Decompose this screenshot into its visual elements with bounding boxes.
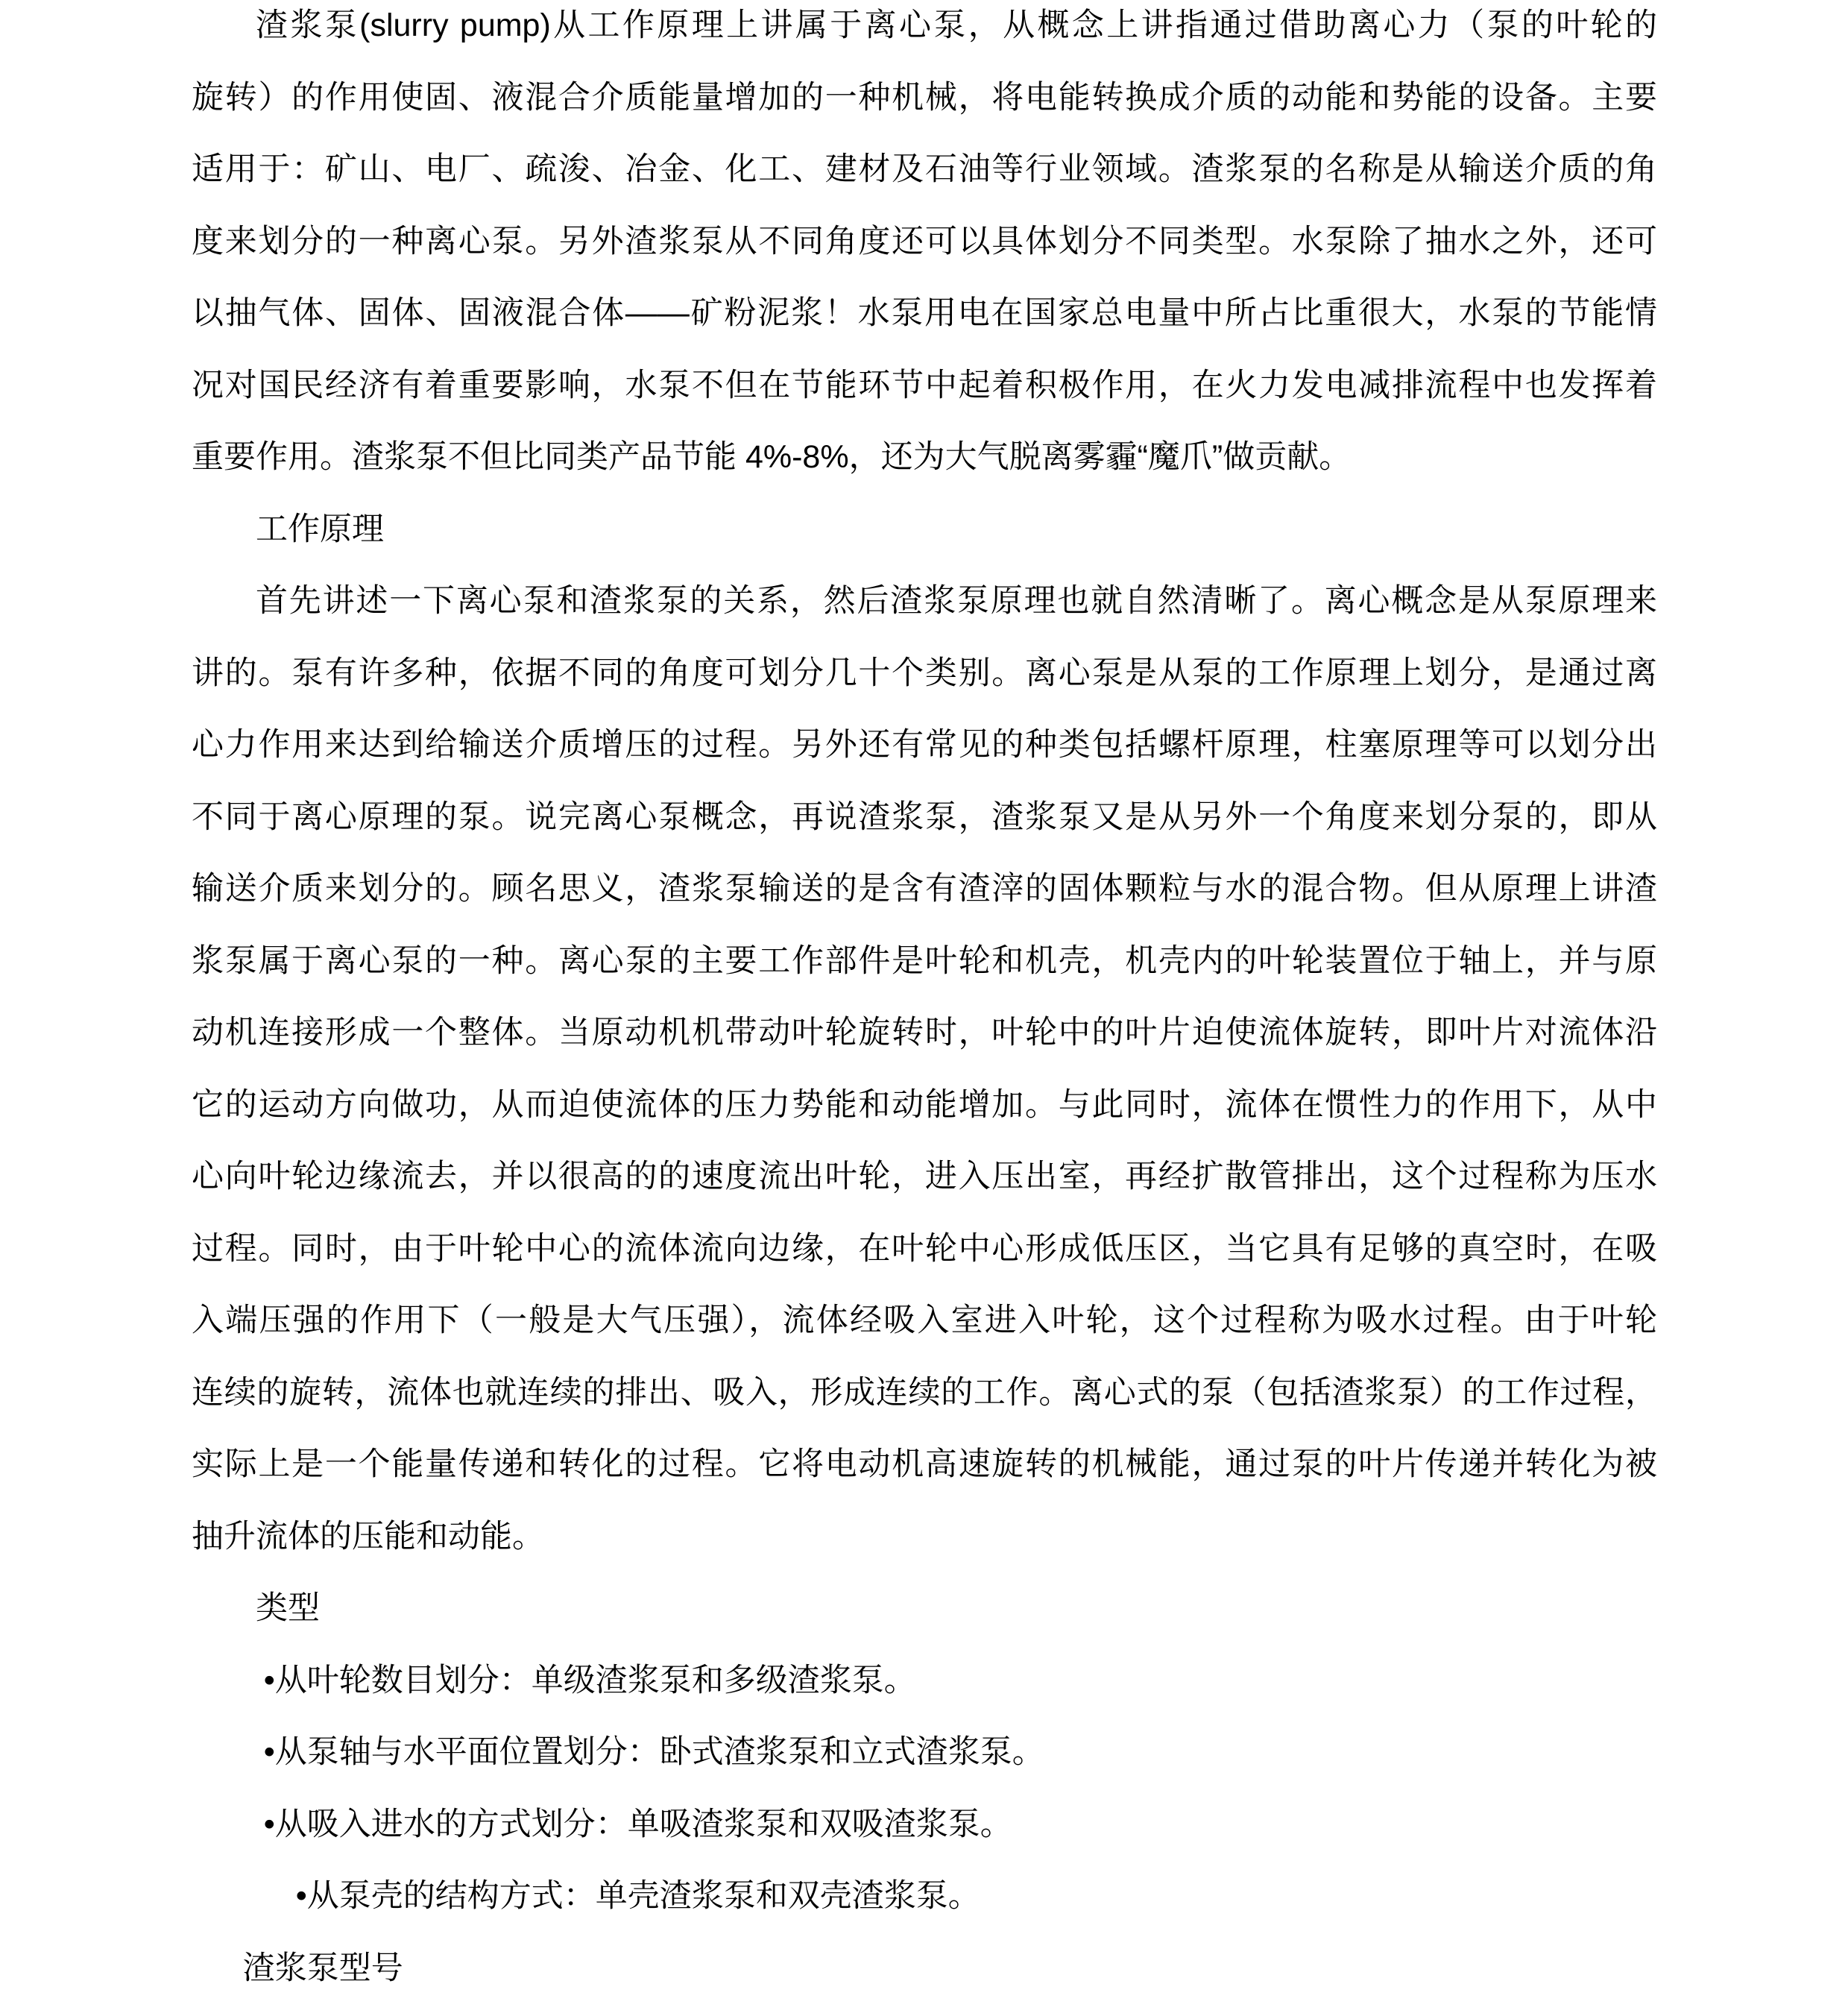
- document-body: [192, 0, 1657, 2004]
- text-line: 渣浆泵(slurry pump)从工作原理上讲属于离心泵，从概念上讲指通过借助离心力（泵的叶轮的: [256, 7, 1657, 43]
- text-line: 适用于：矿山、电厂、疏浚、冶金、化工、建材及石油等行业领域。渣浆泵的名称是从输送介质的角: [192, 151, 1657, 187]
- bullet-list-item: •从泵壳的结构方式：单壳渣浆泵和双壳渣浆泵。: [295, 1878, 980, 1914]
- text-line: 首先讲述一下离心泵和渣浆泵的关系，然后渣浆泵原理也就自然清晰了。离心概念是从泵原理来: [256, 583, 1657, 619]
- text-line: 度来划分的一种离心泵。另外渣浆泵从不同角度还可以具体划分不同类型。水泵除了抽水之外，还可: [192, 223, 1657, 259]
- text-line: 过程。同时，由于叶轮中心的流体流向边缘，在叶轮中心形成低压区，当它具有足够的真空时，在吸: [192, 1230, 1657, 1267]
- section-heading: 类型: [256, 1590, 320, 1626]
- text-line: 讲的。泵有许多种，依据不同的角度可划分几十个类别。离心泵是从泵的工作原理上划分，是通过离: [192, 655, 1657, 691]
- text-line: 动机连接形成一个整体。当原动机机带动叶轮旋转时，叶轮中的叶片迫使流体旋转，即叶片对流体沿: [192, 1015, 1657, 1050]
- text-line: 它的运动方向做功，从而迫使流体的压力势能和动能增加。与此同时，流体在惯性力的作用下，从中: [192, 1086, 1657, 1123]
- bullet-list-item: •从叶轮数目划分：单级渣浆泵和多级渣浆泵。: [263, 1662, 916, 1698]
- text-line: 实际上是一个能量传递和转化的过程。它将电动机高速旋转的机械能，通过泵的叶片传递并转化为被: [192, 1446, 1657, 1482]
- text-line: 抽升流体的压能和动能。: [192, 1518, 544, 1554]
- text-line: 心力作用来达到给输送介质增压的过程。另外还有常见的种类包括螺杆原理，柱塞原理等可以划分出: [192, 727, 1657, 763]
- text-line: 入端压强的作用下（一般是大气压强），流体经吸入室进入叶轮，这个过程称为吸水过程。由于叶轮: [192, 1302, 1657, 1338]
- section-heading: 工作原理: [256, 511, 384, 547]
- text-line: 以抽气体、固体、固液混合体——矿粉泥浆！水泵用电在国家总电量中所占比重很大，水泵的节能情: [192, 295, 1657, 331]
- text-line: 不同于离心原理的泵。说完离心泵概念，再说渣浆泵，渣浆泵又是从另外一个角度来划分泵的，即从: [192, 798, 1657, 835]
- text-line: 况对国民经济有着重要影响，水泵不但在节能环节中起着积极作用，在火力发电减排流程中也发挥着: [192, 367, 1657, 403]
- text-line: 浆泵属于离心泵的一种。离心泵的主要工作部件是叶轮和机壳，机壳内的叶轮装置位于轴上，并与原: [192, 942, 1657, 979]
- text-line: 连续的旋转，流体也就连续的排出、吸入，形成连续的工作。离心式的泵（包括渣浆泵）的工作过程，: [192, 1374, 1657, 1411]
- text-line: 旋转）的作用使固、液混合介质能量增加的一种机械，将电能转换成介质的动能和势能的设备。主要: [192, 79, 1657, 116]
- text-line: 输送介质来划分的。顾名思义，渣浆泵输送的是含有渣滓的固体颗粒与水的混合物。但从原理上讲渣: [192, 871, 1657, 907]
- text-line: 重要作用。渣浆泵不但比同类产品节能 4%-8%，还为大气脱离雾霾“魔爪”做贡献。: [192, 439, 1352, 475]
- bullet-list-item: •从吸入进水的方式划分：单吸渣浆泵和双吸渣浆泵。: [263, 1806, 1012, 1842]
- section-heading: 渣浆泵型号: [242, 1950, 403, 1986]
- bullet-list-item: •从泵轴与水平面位置划分：卧式渣浆泵和立式渣浆泵。: [263, 1734, 1044, 1770]
- text-line: 心向叶轮边缘流去，并以很高的的速度流出叶轮，进入压出室，再经扩散管排出，这个过程称为压水: [192, 1159, 1657, 1194]
